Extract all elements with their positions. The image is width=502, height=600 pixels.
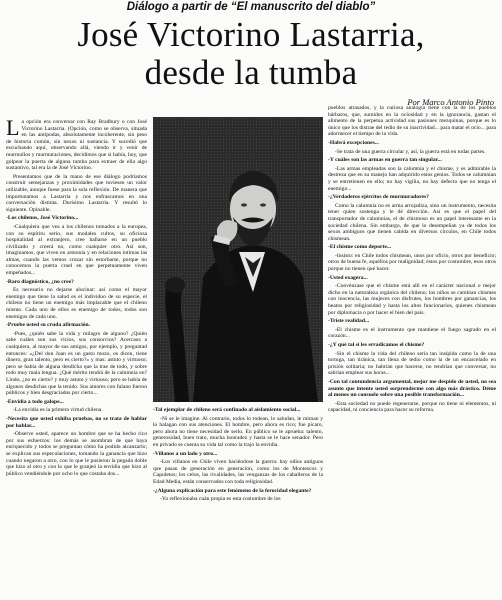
article-column-1 <box>6 119 147 597</box>
question: -Con tal contundencia argumental, mejor me despido de usted, no sea asunto que intente usted sorprenderme con algo más drástico. Déme al menos un consuelo sobre una posible transformación... <box>328 378 496 399</box>
paragraph: -Insisto: en Chile todos chismean, unos por oficio, otros por beneficio; otros de buena fe, aquéllos por malignidad; éstos por costumbre, esos otros porque no tienen qué hacer. <box>328 252 496 273</box>
headline-line-1: José Victorino Lastarria, <box>77 15 425 54</box>
paragraph: -Sin el chisme la vida del chileno sería tan insípida como la de una tortuga, tan tiránica, tan llena de tedio como la de un encarcelado en prisión solitaria; no habrían que hacerse, no tendrían que conversar, no sabrían emplear sus horas... <box>328 350 496 377</box>
question: -¿Verdaderos ejércitos de murmuradores? <box>328 194 429 201</box>
question: -Necesita que usted exhiba pruebas, no se trata de hablar por hablar... <box>6 415 147 429</box>
subheading: -Envidia a todo galope... <box>6 398 64 405</box>
question: -¿Y qué tal si les erradicamos el chisme? <box>328 342 425 348</box>
subheading: -Pruebe usted su cruda afirmación. <box>6 322 91 329</box>
question: -Tal ejemplar de chileno será confinado al aislamiento social... <box>153 407 301 413</box>
paragraph: -Los villanos en Chile viven haciéndose la guerra: hay odios antiguos que pasan de generación en generación, como los de Montescos y Capuletos; los celos, las rivalidades, las venganzas de los caballeros de la Edad Media, están conservados con toda religiosidad. <box>153 459 323 485</box>
paragraph: -Ni se le imagine. Al contrario, todos lo rodean, lo saludan, le miman y lo halagan con sus atenciones. El hombre, pero ahora es rico; fue pícaro, pero ahora no tiene necesidad de serlo. En público se le aprueba: talento, generosidad, buen trato, mucha honradez y hasta se le hace senador. Pero en privado se cuenta su vida tal como la trajo la envidia. <box>153 415 323 448</box>
drop-cap: L <box>6 119 20 140</box>
paragraph: -Observe usted, aparece un hombre que se ha hecho rico por sus esfuerzos: los demás se asombran de que haya enriquecido y todos se preguntan cómo ha podido alcanzarlo; se explican sus especulaciones, tomando la ganancia que hizo cuando negaron a otro, con lo que le pusieron la pegada doble que hizo al otro y con lo que le granjeó la envidia que hizo al público vendiéndole por ocho lo que costaba dos... <box>6 431 147 477</box>
paragraph: -El chisme es el instrumento que mantiene el fuego sagrado en el corazón... <box>328 326 496 340</box>
paragraph: -Cualquiera que vea a los chilenos tomados a la europea, con su espíritu serio, sus modales cultos, su oficiosa hospitalidad al extranjero, cree hallarse en un pueblo civilizado y creerá no, como cualquier otro. Así son, imaginamos, que viven en armonía y en relaciones íntimas las almas, cuando las vemos cruzar sin estorbarse, porque no conocemos la puerta cruel en que perpetuamente viven empeñados... <box>6 223 147 277</box>
paragraph: Es necesario no dejarse alucinar: así como el mayor enemigo que tiene la salud es el individuo de su especie, el chileno no tiene un enemigo más implacable que el chileno mismo. Cada uno de ellos es enemigo de todos, todos son enemigos de cada uno. <box>6 287 147 320</box>
paragraph: Presentamos que de la mano de ese diálogo podríamos construir semejanzas y proximidades que tuviesen un valor utilizable, aunque fuese para la sola reflexión. De manera que importunamos a Lastarria y nos enfrascamos en una conversación distinta. Durísimo Lastarria. Y resultó lo siguiente. Opinable. <box>6 173 147 213</box>
paragraph: -Se trata de una guerra circular y, así, la guerra está en todas partes. <box>335 148 486 155</box>
paragraph: -La envidia es la primera virtud chilena. <box>13 407 103 414</box>
portrait-photo <box>153 117 323 402</box>
paragraph: Como la calumnia no es arma arrojadiza, sino un instrumento, necesita tener quien sostenga y le dé dirección. Así es que el papel del transportador de calumnias, el de chismoso es un papel interesante en la sociedad chilena. Sin embargo, de que lo desempeñan ya de todos los sexos ambiguos que tienen cabida en diversos círculos, en Chile todos chismean. <box>328 202 496 242</box>
question: -Villanos a un lado y otro... <box>153 450 218 457</box>
paragraph: -Yo reflexionaba cuán propia es esta costumbre de los <box>160 496 281 503</box>
question: -¿Alguna explicación para este fenómeno de la ferocidad elegante? <box>153 487 312 494</box>
paragraph: La opción era conversar con Ray Bradbury o con José Victorino Lastarria. (Opción, como se observa, situada en las antípodas, absolutamente incoherente, sin peso de historia común, sin nexos ni sustancia. Y sucedió que escuchando aquí, observando allá, viendo ir y venir de murmullos y murmuraciones, decidimos que si había, hoy, que golpear la puerta de alguna tumba para extraer de ella algo sustantivo, tal era la de José Victorino. <box>6 119 147 172</box>
question: -Usted exagera... <box>328 274 368 281</box>
subheading: -Raro diagnóstico, ¿no cree? <box>6 278 74 285</box>
article-column-2 <box>153 405 323 597</box>
question: -Habrá excepciones... <box>328 139 379 146</box>
kicker: Diálogo a partir de “El manuscrito del diablo” <box>126 1 376 13</box>
headline-line-2: desde la tumba <box>144 53 358 92</box>
question: -Y cuáles son las armas en guerra tan singular... <box>328 157 442 164</box>
paragraph: -Convénzase que el chisme está allí en el carácter nacional o mejor dicho en la naturaleza orgánica del chileno; los niños se cambian chismes con inocencia, las mujeces con disfrutes, los hombres por ganancias, los beatos por religiosidad y hasta los altos funcionarios, quienes chismean por diplomacia o por hacer el bien del país. <box>328 283 496 316</box>
byline: Por Marco Antonio Pinto <box>407 97 494 107</box>
paragraph: -Pues, ¿quién sabe la vida y milagro de alguno? ¿Quién sabe cuáles son sus vicios, sus consorcios? Acercaos a cualquiera, al mayor de sus amigos, por ejemplo, y preguntad entonces: «¿Del don Juan es un gasto mozo, os dicen, tiene dinero, gran talento, pero es cierto?» y mas: astuto y virtuoso; pero se había de alguna desdicha que la trae de todo, y sobre todo muy mala lengua. ¿Qué mérito tendrá de la calumnia en? Lindo, ¿no es cierto? y muy astuto y virtuoso; pero se había de algunos desdichas que la tenido. Sus amores con fulano fueron públicos y bien desgraciados por cierto... <box>6 330 147 397</box>
question: -El chisme como deporte... <box>328 244 392 251</box>
question: -Triste realidad... <box>328 318 370 325</box>
paragraph: -Esta sociedad no puede regenerarse, porque no tiene ni elementos, ni capacidad, ni conciencia para hacer su reforma. <box>328 400 496 414</box>
subheading: -Los chilenos, José Victorino... <box>6 215 79 222</box>
paragraph: pueblos atrasados, y la curiosa analogía tiene con la de los pueblos bárbaros, que, sumidos en la ociosidad y en la ignorancia, gastan el alimento de la perpetua actividad sus pasiones mezquinas, porque es lo único que los distrae del tedio de su inactividad... para matar el ocio... para adormecer el tiempo de la vida. <box>328 105 496 138</box>
paragraph: -Las armas empleadas son la calumnia y el chisme, y es admirable la destreza que en su manejo han adquirido estos genios. Todos se calumnian y se entretienen en ello; no hay vigilia, no hay defecto que no tenga el enemigo... <box>328 165 496 192</box>
article-column-3 <box>328 105 496 597</box>
portrait-illustration <box>153 117 323 402</box>
